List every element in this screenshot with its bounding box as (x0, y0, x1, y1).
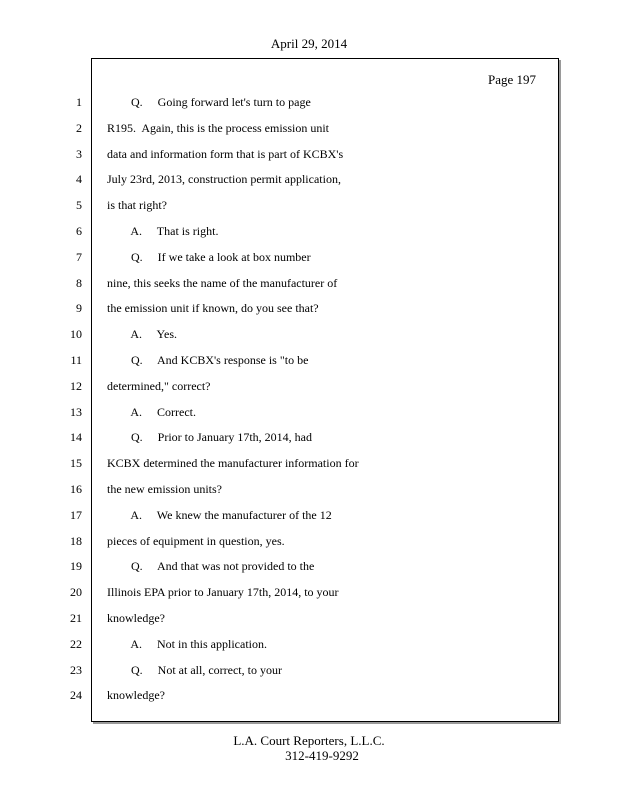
line-number: 21 (70, 611, 82, 625)
transcript-line: Q. If we take a look at box number (107, 250, 311, 264)
line-number: 12 (70, 379, 82, 393)
line-number: 2 (76, 121, 82, 135)
line-number: 19 (70, 559, 82, 573)
transcript-line: Q. And KCBX's response is "to be (107, 353, 309, 367)
line-number: 24 (70, 688, 82, 702)
transcript-line: KCBX determined the manufacturer information for (107, 456, 359, 470)
line-number: 9 (76, 301, 82, 315)
transcript-line: the emission unit if known, do you see that? (107, 301, 319, 315)
line-number: 14 (70, 430, 82, 444)
header-date: April 29, 2014 (270, 36, 348, 51)
line-number: 15 (70, 456, 82, 470)
transcript-line: A. Correct. (107, 405, 196, 419)
line-number: 8 (76, 276, 82, 290)
transcript-line: pieces of equipment in question, yes. (107, 534, 285, 548)
transcript-line: Illinois EPA prior to January 17th, 2014, to your (107, 585, 339, 599)
footer-phone: 312-419-9292 (285, 748, 359, 763)
transcript-line: R195. Again, this is the process emission unit (107, 121, 329, 135)
line-number: 23 (70, 663, 82, 677)
transcript-line: knowledge? (107, 688, 165, 702)
line-number: 20 (70, 585, 82, 599)
transcript-line: data and information form that is part of KCBX's (107, 147, 344, 161)
transcript-line: determined," correct? (107, 379, 211, 393)
transcript-line: A. Yes. (107, 327, 178, 341)
line-number: 18 (70, 534, 82, 548)
transcript-line: A. We knew the manufacturer of the 12 (107, 508, 332, 522)
footer-company: L.A. Court Reporters, L.L.C. (233, 733, 385, 748)
line-number: 22 (70, 637, 82, 651)
transcript-line: July 23rd, 2013, construction permit application, (107, 172, 341, 186)
line-number: 6 (76, 224, 82, 238)
line-number: 7 (76, 250, 82, 264)
transcript-line: Q. Not at all, correct, to your (107, 663, 282, 677)
transcript-line: A. That is right. (107, 224, 219, 238)
page-number: Page 197 (487, 72, 536, 87)
line-number: 11 (70, 353, 82, 367)
line-number: 17 (70, 508, 82, 522)
line-number: 16 (70, 482, 82, 496)
footer (0, 733, 618, 763)
transcript-line: nine, this seeks the name of the manufacturer of (107, 276, 338, 290)
line-number: 10 (70, 327, 82, 341)
transcript-line: Q. Going forward let's turn to page (107, 95, 311, 109)
line-number: 1 (76, 95, 82, 109)
line-number: 3 (76, 147, 82, 161)
line-number: 13 (70, 405, 82, 419)
line-number: 5 (76, 198, 82, 212)
transcript-line: knowledge? (107, 611, 165, 625)
transcript-line: is that right? (107, 198, 167, 212)
line-number: 4 (76, 172, 82, 186)
transcript-line: the new emission units? (107, 482, 222, 496)
transcript-line: Q. Prior to January 17th, 2014, had (107, 430, 312, 444)
transcript-line: Q. And that was not provided to the (107, 559, 315, 573)
transcript-line: A. Not in this application. (107, 637, 267, 651)
